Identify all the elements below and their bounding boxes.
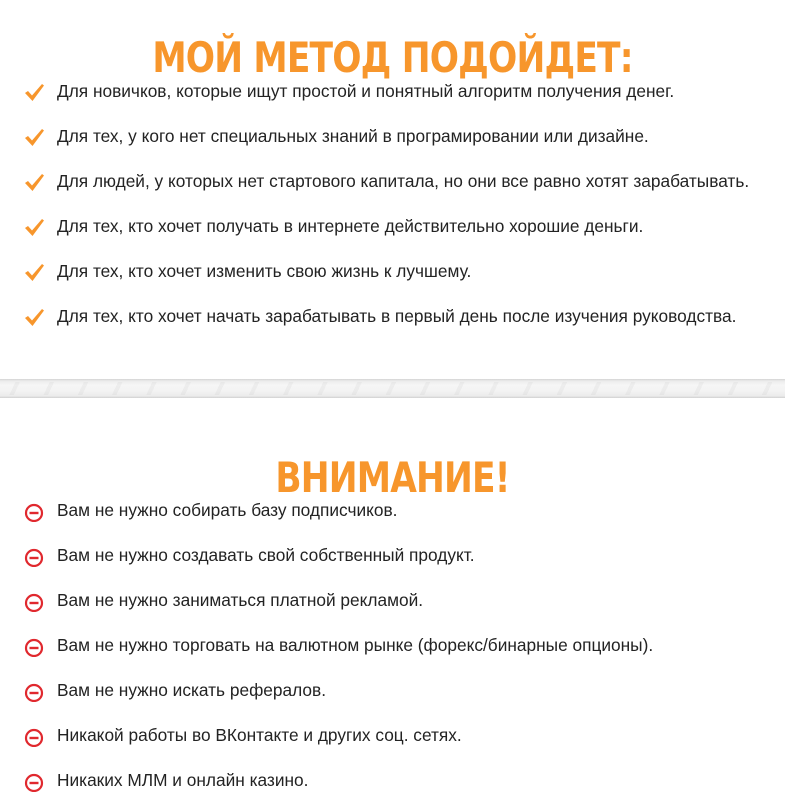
list-item bbox=[0, 632, 785, 677]
list-item bbox=[0, 677, 785, 722]
list-item-text: Вам не нужно торговать на валютном рынке (форекс/бинарные опционы). bbox=[57, 635, 654, 655]
minus-circle-icon bbox=[23, 635, 45, 657]
minus-circle-icon bbox=[23, 680, 45, 702]
list-item-text: Вам не нужно искать рефералов. bbox=[57, 680, 326, 700]
list-item bbox=[0, 767, 785, 812]
list-item bbox=[0, 722, 785, 767]
checkmark-icon bbox=[23, 216, 45, 238]
list-item-text: Вам не нужно создавать свой собственный продукт. bbox=[57, 545, 475, 565]
list-item bbox=[0, 168, 785, 213]
list-item-text: Для тех, кто хочет изменить свою жизнь к лучшему. bbox=[57, 261, 472, 281]
checkmark-icon bbox=[23, 306, 45, 328]
list-item bbox=[0, 78, 785, 123]
section-divider bbox=[0, 379, 785, 398]
section-title-suitable: МОЙ МЕТОД ПОДОЙДЕТ: bbox=[152, 33, 633, 83]
list-item-text: Для тех, кто хочет начать зарабатывать в первый день после изучения руководства. bbox=[57, 306, 737, 326]
checkmark-icon bbox=[23, 261, 45, 283]
list-item bbox=[0, 123, 785, 168]
checkmark-icon bbox=[23, 126, 45, 148]
list-item-text: Для людей, у которых нет стартового капитала, но они все равно хотят зарабатывать. bbox=[57, 171, 750, 191]
list-item bbox=[0, 587, 785, 632]
list-item bbox=[0, 213, 785, 258]
list-item bbox=[0, 258, 785, 303]
minus-circle-icon bbox=[23, 590, 45, 612]
list-item-text: Для новичков, которые ищут простой и понятный алгоритм получения денег. bbox=[57, 81, 675, 101]
checkmark-icon bbox=[23, 81, 45, 103]
list-item-text: Для тех, у кого нет специальных знаний в програмировании или дизайне. bbox=[57, 126, 649, 146]
list-item bbox=[0, 497, 785, 542]
suitable-list bbox=[0, 78, 785, 348]
minus-circle-icon bbox=[23, 545, 45, 567]
attention-list bbox=[0, 497, 785, 812]
section-title-attention: ВНИМАНИЕ! bbox=[275, 453, 510, 503]
minus-circle-icon bbox=[23, 770, 45, 792]
list-item bbox=[0, 303, 785, 348]
list-item bbox=[0, 542, 785, 587]
list-item-text: Никаких МЛМ и онлайн казино. bbox=[57, 770, 309, 790]
list-item-text: Вам не нужно заниматься платной рекламой. bbox=[57, 590, 424, 610]
minus-circle-icon bbox=[23, 500, 45, 522]
minus-circle-icon bbox=[23, 725, 45, 747]
list-item-text: Вам не нужно собирать базу подписчиков. bbox=[57, 500, 398, 520]
list-item-text: Никакой работы во ВКонтакте и других соц. сетях. bbox=[57, 725, 462, 745]
checkmark-icon bbox=[23, 171, 45, 193]
list-item-text: Для тех, кто хочет получать в интернете действительно хорошие деньги. bbox=[57, 216, 644, 236]
